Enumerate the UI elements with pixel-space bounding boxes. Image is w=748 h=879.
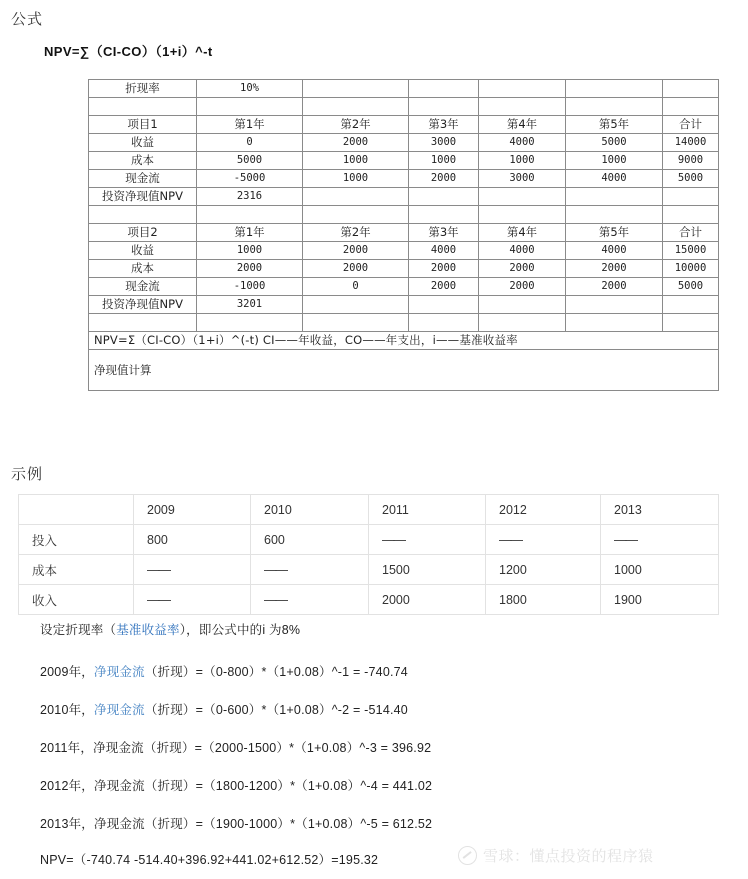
npv-label-cell: 投资净现值NPV — [89, 188, 197, 206]
value-cell: —— — [251, 585, 369, 615]
value-cell: 1900 — [601, 585, 719, 615]
empty-cell — [566, 80, 663, 98]
value-cell: 2000 — [197, 260, 303, 278]
empty-cell — [89, 98, 197, 116]
table-row — [89, 188, 719, 206]
table-row — [89, 80, 719, 98]
empty-cell — [479, 314, 566, 332]
empty-cell — [303, 206, 409, 224]
year-column-header: 2010 — [251, 495, 369, 525]
empty-cell — [409, 188, 479, 206]
discount-rate-setting — [40, 620, 300, 638]
npv-value-cell: 2316 — [197, 188, 303, 206]
table-row — [89, 116, 719, 134]
value-cell: 2000 — [479, 278, 566, 296]
value-cell: 2000 — [479, 260, 566, 278]
value-cell: 1000 — [479, 152, 566, 170]
value-cell: 5000 — [566, 134, 663, 152]
value-cell: 1000 — [409, 152, 479, 170]
calc-2009 — [40, 662, 408, 680]
empty-cell — [303, 80, 409, 98]
row-label-cell: 现金流 — [89, 278, 197, 296]
value-cell: 1500 — [369, 555, 486, 585]
calc-2010 — [40, 700, 408, 718]
table-row — [89, 296, 719, 314]
year-header-cell: 第5年 — [566, 224, 663, 242]
value-cell: 3000 — [479, 170, 566, 188]
example-table — [18, 494, 719, 615]
total-cell: 10000 — [663, 260, 719, 278]
empty-cell — [303, 314, 409, 332]
table-row — [89, 206, 719, 224]
value-cell: 4000 — [479, 242, 566, 260]
empty-cell — [409, 98, 479, 116]
empty-cell — [663, 206, 719, 224]
year-header-cell: 第2年 — [303, 224, 409, 242]
empty-cell — [197, 314, 303, 332]
value-cell: —— — [601, 525, 719, 555]
text-segment: 2011年，净现金流（折现）=（2000-1500）*（1+0.08）^-3 = 396.92 — [40, 741, 432, 755]
year-header-cell: 第1年 — [197, 224, 303, 242]
empty-cell — [566, 98, 663, 116]
discount-rate-value-cell: 10% — [197, 80, 303, 98]
row-label-cell: 收益 — [89, 242, 197, 260]
empty-cell — [566, 314, 663, 332]
row-label-cell: 成本 — [89, 260, 197, 278]
value-cell: 800 — [134, 525, 251, 555]
calc-2013 — [40, 814, 432, 832]
empty-cell — [566, 296, 663, 314]
empty-cell — [663, 188, 719, 206]
year-header-cell: 第4年 — [479, 116, 566, 134]
empty-cell — [479, 206, 566, 224]
total-cell: 15000 — [663, 242, 719, 260]
value-cell: 2000 — [566, 278, 663, 296]
project-table — [88, 79, 719, 391]
value-cell: -5000 — [197, 170, 303, 188]
inline-link[interactable]: 净现金流 — [94, 665, 145, 679]
value-cell: 1000 — [303, 152, 409, 170]
table-row — [89, 314, 719, 332]
text-segment: 2012年，净现金流（折现）=（1800-1200）*（1+0.08）^-4 = 441.02 — [40, 779, 433, 793]
total-cell: 14000 — [663, 134, 719, 152]
empty-cell — [197, 206, 303, 224]
empty-cell — [197, 98, 303, 116]
value-cell: 1000 — [601, 555, 719, 585]
text-segment: 设定折现率（ — [40, 623, 117, 637]
total-header-cell: 合计 — [663, 224, 719, 242]
value-cell: 4000 — [479, 134, 566, 152]
table-header-row — [19, 495, 719, 525]
value-cell: 2000 — [409, 260, 479, 278]
value-cell: 2000 — [303, 242, 409, 260]
value-cell: 2000 — [409, 278, 479, 296]
value-cell: 1000 — [197, 242, 303, 260]
year-header-cell: 第3年 — [409, 116, 479, 134]
table-row — [89, 332, 719, 350]
xueqiu-logo-icon — [458, 846, 477, 865]
value-cell: 1800 — [486, 585, 601, 615]
year-column-header: 2011 — [369, 495, 486, 525]
value-cell: 1000 — [566, 152, 663, 170]
table-row — [89, 224, 719, 242]
empty-cell — [409, 80, 479, 98]
empty-cell — [663, 296, 719, 314]
year-header-cell: 第4年 — [479, 224, 566, 242]
npv-formula-text: NPV=∑（CI-CO）（1+i）^-t — [44, 44, 213, 59]
text-segment: ），即公式中的i 为8% — [179, 623, 301, 637]
table-row — [19, 585, 719, 615]
year-header-cell: 第2年 — [303, 116, 409, 134]
inline-link[interactable]: 净现金流 — [94, 703, 145, 717]
empty-cell — [89, 206, 197, 224]
table-row — [89, 350, 719, 391]
table-caption-cell: 净现值计算 — [89, 350, 719, 391]
value-cell: 4000 — [566, 242, 663, 260]
value-cell: 2000 — [303, 260, 409, 278]
discount-rate-label-cell: 折现率 — [89, 80, 197, 98]
empty-cell — [89, 314, 197, 332]
total-header-cell: 合计 — [663, 116, 719, 134]
text-segment: （折现）=（0-800）*（1+0.08）^-1 = -740.74 — [144, 665, 408, 679]
table-row — [89, 98, 719, 116]
project-name-cell: 项目2 — [89, 224, 197, 242]
value-cell: —— — [369, 525, 486, 555]
value-cell: —— — [134, 555, 251, 585]
inline-link[interactable]: 基准收益率 — [116, 623, 180, 637]
row-label-cell: 收入 — [19, 585, 134, 615]
value-cell: 2000 — [409, 170, 479, 188]
table-row — [89, 134, 719, 152]
table-row — [19, 555, 719, 585]
value-cell: 4000 — [566, 170, 663, 188]
text-segment: 2010年， — [40, 703, 95, 717]
empty-cell — [566, 206, 663, 224]
empty-cell — [479, 80, 566, 98]
row-label-cell: 投入 — [19, 525, 134, 555]
calc-npv-total — [40, 850, 378, 868]
table-row — [89, 278, 719, 296]
calc-2011 — [40, 738, 431, 756]
page-title-example: 示例 — [11, 466, 44, 483]
row-label-cell: 收益 — [89, 134, 197, 152]
table-row — [89, 260, 719, 278]
row-label-cell: 成本 — [89, 152, 197, 170]
year-column-header: 2013 — [601, 495, 719, 525]
value-cell: 2000 — [303, 134, 409, 152]
value-cell: -1000 — [197, 278, 303, 296]
text-segment: 2013年，净现金流（折现）=（1900-1000）*（1+0.08）^-5 = 612.52 — [40, 817, 433, 831]
empty-cell — [303, 296, 409, 314]
value-cell: 1200 — [486, 555, 601, 585]
row-label-cell: 成本 — [19, 555, 134, 585]
text-segment: 2009年， — [40, 665, 95, 679]
value-cell: —— — [134, 585, 251, 615]
npv-value-cell: 3201 — [197, 296, 303, 314]
page-title-formula: 公式 — [11, 11, 44, 28]
npv-label-cell: 投资净现值NPV — [89, 296, 197, 314]
corner-cell — [19, 495, 134, 525]
value-cell: —— — [251, 555, 369, 585]
year-header-cell: 第1年 — [197, 116, 303, 134]
empty-cell — [663, 98, 719, 116]
value-cell: 5000 — [197, 152, 303, 170]
example-table-container — [18, 494, 718, 615]
empty-cell — [663, 314, 719, 332]
value-cell: 1000 — [303, 170, 409, 188]
text-segment: （折现）=（0-600）*（1+0.08）^-2 = -514.40 — [144, 703, 408, 717]
value-cell: —— — [486, 525, 601, 555]
empty-cell — [303, 188, 409, 206]
table-row — [89, 152, 719, 170]
table-row — [89, 242, 719, 260]
empty-cell — [303, 98, 409, 116]
year-header-cell: 第3年 — [409, 224, 479, 242]
watermark — [458, 845, 654, 866]
empty-cell — [409, 296, 479, 314]
row-label-cell: 现金流 — [89, 170, 197, 188]
text-segment: NPV=（-740.74 -514.40+396.92+441.02+612.52）=195.32 — [40, 853, 379, 867]
calc-2012 — [40, 776, 432, 794]
empty-cell — [566, 188, 663, 206]
year-header-cell: 第5年 — [566, 116, 663, 134]
value-cell: 0 — [197, 134, 303, 152]
value-cell: 2000 — [369, 585, 486, 615]
value-cell: 600 — [251, 525, 369, 555]
total-cell: 5000 — [663, 170, 719, 188]
table-row — [19, 525, 719, 555]
watermark-text: 雪球：懂点投资的程序猿 — [483, 848, 654, 865]
total-cell: 9000 — [663, 152, 719, 170]
year-column-header: 2009 — [134, 495, 251, 525]
empty-cell — [479, 188, 566, 206]
empty-cell — [409, 314, 479, 332]
project-table-container — [88, 79, 718, 391]
empty-cell — [409, 206, 479, 224]
empty-cell — [479, 98, 566, 116]
project-name-cell: 项目1 — [89, 116, 197, 134]
total-cell: 5000 — [663, 278, 719, 296]
year-column-header: 2012 — [486, 495, 601, 525]
table-row — [89, 170, 719, 188]
value-cell: 4000 — [409, 242, 479, 260]
value-cell: 0 — [303, 278, 409, 296]
value-cell: 2000 — [566, 260, 663, 278]
empty-cell — [479, 296, 566, 314]
empty-cell — [663, 80, 719, 98]
value-cell: 3000 — [409, 134, 479, 152]
npv-formula-note-cell: NPV=Σ（CI-CO）（1+i）^(-t) CI——年收益，CO——年支出，i——基准收益率 — [89, 332, 719, 350]
